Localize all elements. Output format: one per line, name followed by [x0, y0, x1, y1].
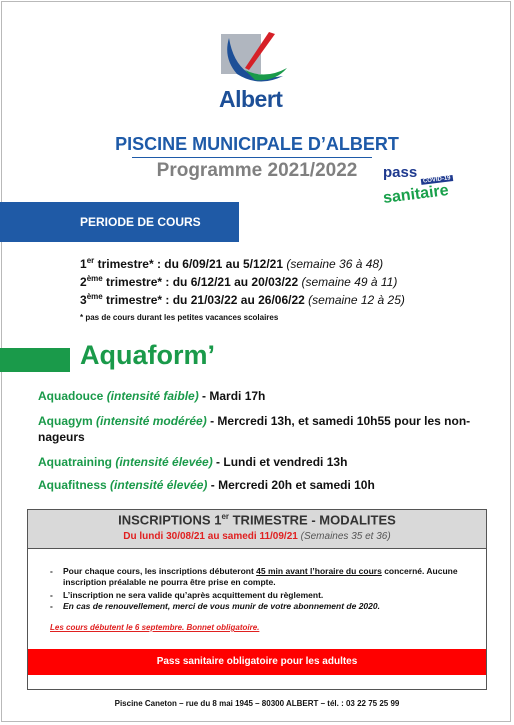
pass-sanitaire-banner: Pass sanitaire obligatoire pour les adultes: [28, 649, 486, 675]
page-subtitle: Programme 2021/2022: [156, 160, 358, 181]
pass-sanitaire-badge: [381, 164, 461, 214]
trimestre-3: 3ème trimestre* : du 21/03/22 au 26/06/22 (semaine 12 à 25): [80, 292, 405, 307]
periode-banner: PERIODE DE COURS: [0, 202, 239, 242]
activity-aquafitness: Aquafitness (intensité élevée) - Mercredi 20h et samedi 10h: [38, 478, 375, 492]
activity-aquadouce: Aquadouce (intensité faible) - Mardi 17h: [38, 389, 266, 403]
inscriptions-title: INSCRIPTIONS 1er TRIMESTRE - MODALITES: [118, 512, 396, 528]
footer-address: Piscine Caneton – rue du 8 mai 1945 – 80300 ALBERT – tél. : 03 22 75 25 99: [114, 699, 400, 708]
logo-text: Albert: [219, 86, 283, 112]
trimestre-2: 2ème trimestre* : du 6/12/21 au 20/03/22 (semaine 49 à 11): [80, 274, 398, 289]
inscriptions-dates: Du lundi 30/08/21 au samedi 11/09/21 (Semaines 35 et 36): [123, 531, 391, 542]
start-note: Les cours débutent le 6 septembre. Bonnet obligatoire.: [50, 623, 260, 632]
activity-aquatraining: Aquatraining (intensité élevée) - Lundi et vendredi 13h: [38, 455, 348, 469]
albert-logo: [215, 30, 295, 112]
title-underline: [132, 157, 372, 158]
vacances-note: * pas de cours durant les petites vacances scolaires: [80, 313, 279, 322]
aquaform-title: Aquaform’: [80, 340, 215, 370]
sanitaire-word: sanitaire: [382, 182, 450, 207]
trimestre-1: 1er trimestre* : du 6/09/21 au 5/12/21 (semaine 36 à 48): [80, 256, 384, 271]
aquaform-accent-bar: [0, 348, 70, 372]
covid-tag: COVID-19: [422, 175, 451, 185]
pass-word: pass: [383, 164, 418, 181]
page-title: PISCINE MUNICIPALE D’ALBERT: [115, 134, 399, 154]
activity-aquagym: Aquagym (intensité modérée) - Mercredi 13h, et samedi 10h55 pour les non-nageurs: [38, 414, 471, 444]
